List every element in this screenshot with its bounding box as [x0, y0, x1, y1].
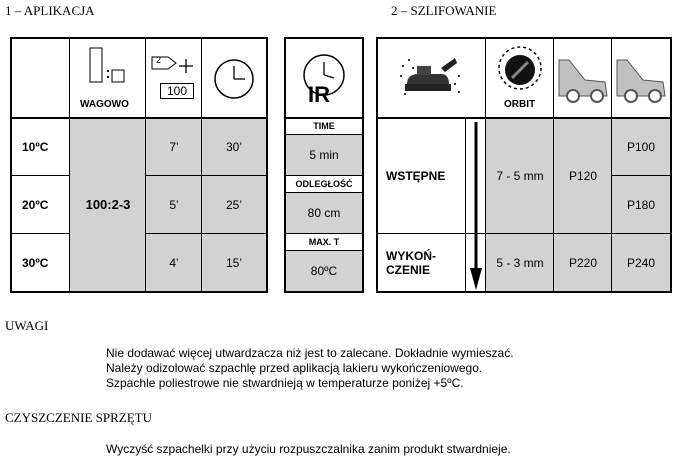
- orbit-value-initial: 7 - 5 mm: [486, 118, 554, 234]
- potlife-cell: 4’: [146, 234, 202, 291]
- note-line: Należy odizolować szpachlę przed aplikacją lakieru wykończeniowego.: [106, 361, 483, 375]
- clock-header-cell: [202, 39, 266, 118]
- stage-finish-line2: CZENIE: [386, 262, 431, 277]
- stage-finish-line1: WYKOŃ-: [386, 248, 436, 263]
- temp-cell: 10ºC: [12, 118, 70, 176]
- cleaning-title: CZYSZCZENIE SPRZĘTU: [5, 410, 152, 425]
- max-temp-value: 80ºC: [286, 250, 362, 291]
- sander-icon: [397, 54, 467, 104]
- car-icon: [615, 54, 667, 104]
- ratio-header-cell: [70, 39, 146, 118]
- down-arrow-icon: [466, 118, 486, 291]
- grit-value: P100: [612, 118, 670, 176]
- heading-application: 1 – APLIKACJA: [5, 3, 95, 18]
- dose-small-label: 2: [156, 55, 162, 65]
- ratio-label: WAGOWO: [80, 99, 129, 110]
- drying-cell: 25’: [202, 176, 266, 234]
- ir-icon-text: IR: [308, 82, 330, 107]
- arrow-cell: [466, 118, 486, 291]
- notes-title: UWAGI: [5, 318, 49, 333]
- header-empty-cell: [12, 39, 70, 118]
- note-line: Nie dodawać więcej utwardzacza niż jest to zalecane. Dokładnie wymieszać.: [106, 346, 514, 360]
- temp-cell: 30ºC: [12, 234, 70, 291]
- clock-icon: [212, 57, 256, 101]
- car-icon-cell-2: [612, 39, 670, 118]
- max-temp-label: MAX. T: [286, 234, 362, 250]
- drying-cell: 15’: [202, 234, 266, 291]
- car-icon: [557, 54, 609, 104]
- orbit-icon: [497, 45, 543, 91]
- grit-value: P220: [554, 234, 612, 291]
- ir-table: [284, 37, 364, 293]
- orbit-label: ORBIT: [504, 99, 536, 110]
- stage-finish-label: [378, 234, 466, 291]
- dose-box: 100: [160, 83, 194, 99]
- car-icon-cell-1: [554, 39, 612, 118]
- weight-ratio-icon: [88, 46, 128, 86]
- sanding-table: [376, 37, 672, 293]
- grit-value: P120: [554, 118, 612, 234]
- potlife-cell: 5’: [146, 176, 202, 234]
- potlife-cell: 7’: [146, 118, 202, 176]
- cleaning-line: Wyczyść szpachelki przy użyciu rozpuszczalnika zanim produkt stwardnieje.: [106, 442, 511, 456]
- orbit-header-cell: [486, 39, 554, 118]
- drying-cell: 30’: [202, 118, 266, 176]
- grit-value: P240: [612, 234, 670, 291]
- stage-initial-label: WSTĘPNE: [378, 118, 466, 234]
- note-line: Szpachle poliestrowe nie stwardnieją w temperaturze poniżej +5ºC.: [106, 376, 464, 390]
- time-label: TIME: [286, 118, 362, 134]
- dose-header-cell: [146, 39, 202, 118]
- heading-sanding: 2 – SZLIFOWANIE: [391, 3, 497, 18]
- temp-cell: 20ºC: [12, 176, 70, 234]
- application-table: [10, 37, 268, 293]
- sander-icon-cell: [378, 39, 486, 118]
- distance-value: 80 cm: [286, 192, 362, 234]
- ir-icon-cell: [286, 39, 362, 118]
- ratio-value-cell: 100:2-3: [70, 118, 146, 291]
- time-value: 5 min: [286, 134, 362, 176]
- orbit-value-finish: 5 - 3 mm: [486, 234, 554, 291]
- grit-value: P180: [612, 176, 670, 234]
- distance-label: ODLEGŁOŚĆ: [286, 176, 362, 192]
